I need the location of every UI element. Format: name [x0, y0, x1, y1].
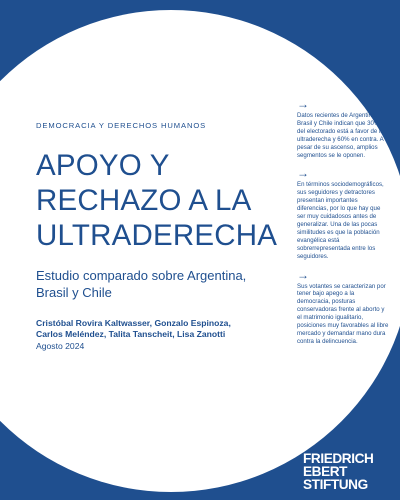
fes-logo — [303, 452, 373, 491]
logo-line: EBERT — [303, 464, 348, 479]
summary-point — [297, 269, 389, 346]
arrow-right-icon: → — [297, 97, 309, 111]
summary-points — [297, 98, 389, 354]
report-subtitle: Estudio comparado sobre Argentina, Brasil y Chile — [36, 268, 247, 300]
logo-line: FRIEDRICH — [303, 451, 374, 466]
authors: Cristóbal Rovira Kaltwasser, Gonzalo Espinoza, Carlos Meléndez, Talita Tanscheit, Lisa Zanotti — [36, 318, 231, 339]
title-line: ULTRADERECHA — [36, 219, 278, 252]
summary-point-text: Sus votantes se caracterizan por tener bajo apego a la democracia, posturas conservadoras frente al aborto y el matrimonio igualitario, posiciones muy favorables al libre mercado y demandar mano dura contra la delincuencia. — [297, 282, 389, 345]
series-kicker: DEMOCRACIA Y DERECHOS HUMANOS — [36, 121, 207, 130]
logo-line: STIFTUNG — [303, 477, 368, 492]
report-title — [36, 148, 286, 253]
summary-point — [297, 167, 389, 260]
title-line: RECHAZO A LA — [36, 184, 252, 217]
summary-point-text: En términos sociodemográficos, sus seguidores y detractores presentan importantes diferencias, por lo que hay que ser muy cuidadosos antes de generalizar. Una de las pocas similitudes es que la población evangélica está sobrerrepresentada entre los seguidores. — [297, 181, 384, 260]
arrow-right-icon: → — [297, 166, 309, 181]
summary-point-text: Datos recientes de Argentina, Brasil y Chile indican que 30% del electorado está a favor de la ultraderecha y 60% en contra. A pesar de su ascenso, amplios segmentos se le oponen. — [297, 112, 384, 159]
title-line: APOYO Y — [36, 149, 170, 182]
summary-point — [297, 98, 389, 159]
arrow-right-icon: → — [297, 267, 309, 282]
publication-date: Agosto 2024 — [36, 341, 85, 351]
